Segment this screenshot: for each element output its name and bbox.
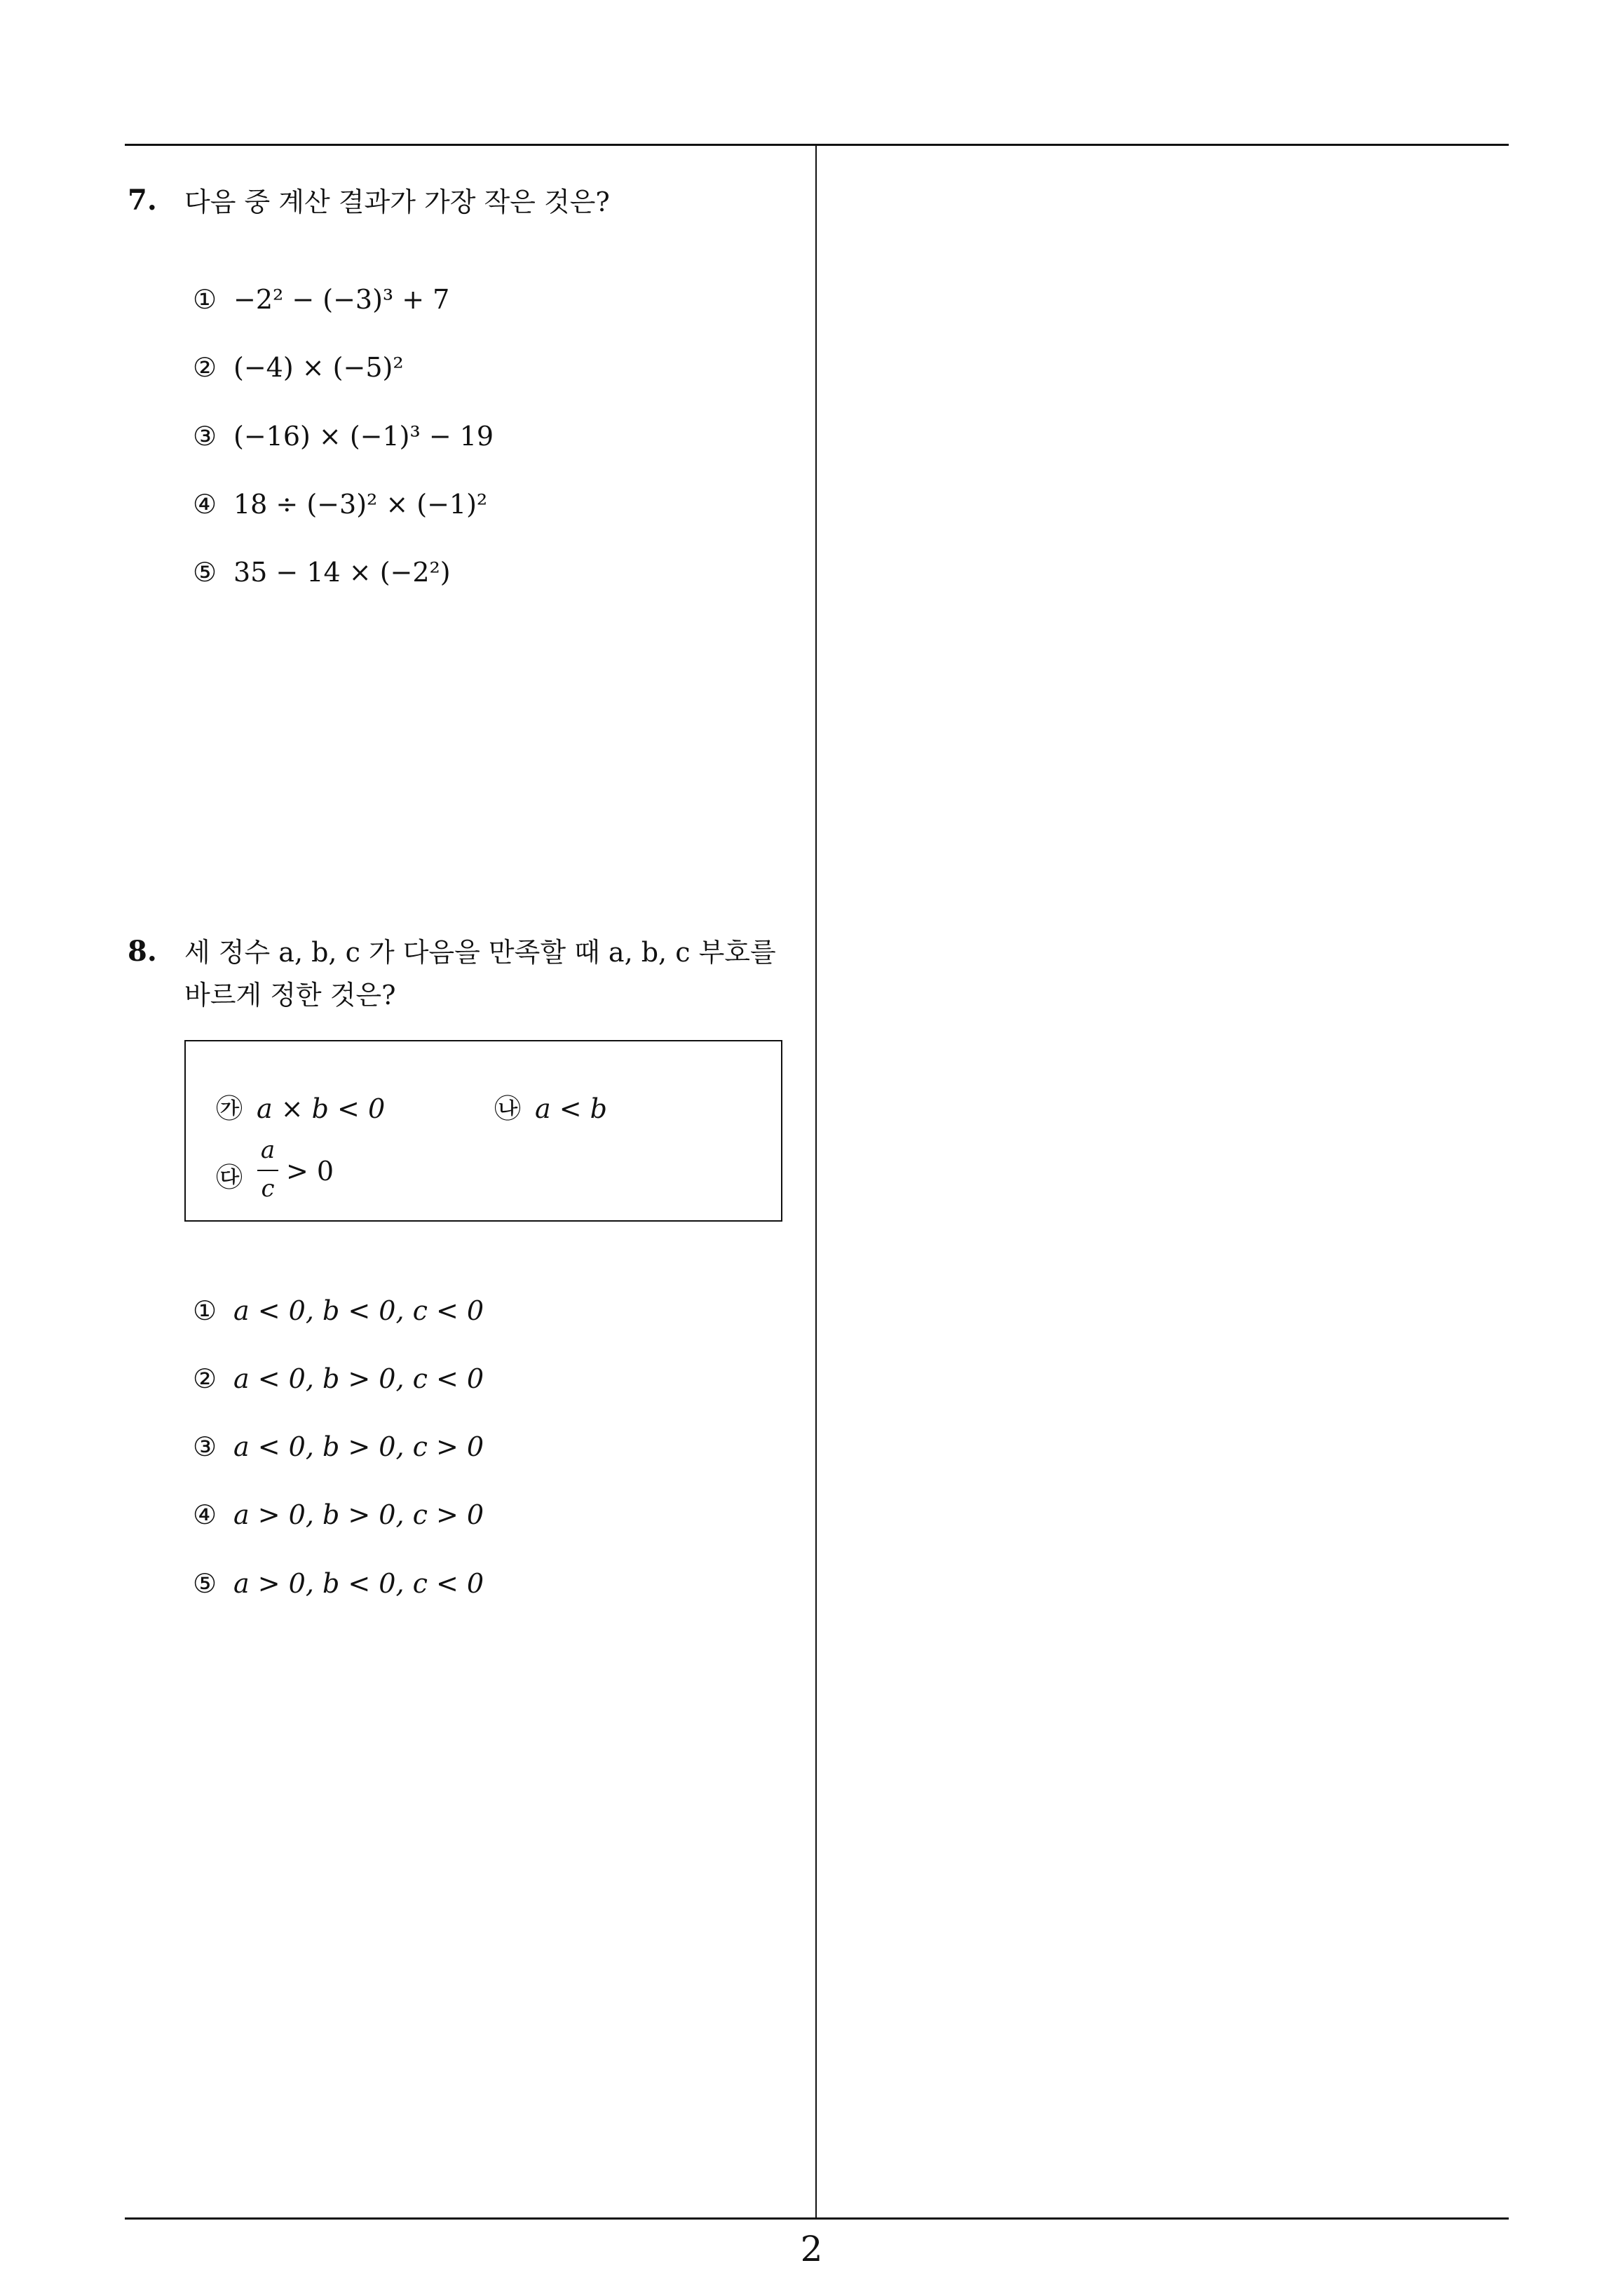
fraction-bar bbox=[257, 1170, 278, 1171]
condition-ga bbox=[216, 1087, 385, 1126]
page-number: 2 bbox=[800, 2229, 823, 2269]
condition-da bbox=[216, 1156, 257, 1194]
question-7-choice-2[interactable] bbox=[193, 352, 404, 383]
choice-expression: a < 0, b > 0, c > 0 bbox=[233, 1431, 484, 1462]
condition-mark: ㉯ bbox=[494, 1093, 522, 1124]
question-8-choice-2[interactable] bbox=[193, 1363, 484, 1394]
fraction-denominator: c bbox=[261, 1175, 275, 1203]
choice-expression: −2² − (−3)³ + 7 bbox=[233, 284, 450, 315]
choice-expression: a < 0, b > 0, c < 0 bbox=[233, 1363, 484, 1394]
choice-expression: 35 − 14 × (−2²) bbox=[233, 557, 451, 588]
bottom-rule bbox=[125, 2217, 1509, 2220]
condition-mark: ㉰ bbox=[216, 1162, 243, 1193]
condition-expression: a × b < 0 bbox=[257, 1093, 386, 1124]
choice-mark: ③ bbox=[193, 421, 217, 452]
choice-expression: 18 ÷ (−3)² × (−1)² bbox=[233, 489, 488, 520]
question-8-choice-4[interactable] bbox=[193, 1499, 484, 1530]
choice-mark: ⑤ bbox=[193, 1568, 217, 1599]
choice-mark: ① bbox=[193, 1295, 217, 1326]
question-8-text-line-1: 세 정수 a, b, c 가 다음을 만족할 때 a, b, c 부호를 bbox=[184, 937, 776, 968]
question-8-text-line-2: 바르게 정한 것은? bbox=[184, 980, 396, 1011]
question-8-number: 8. bbox=[128, 935, 157, 968]
question-8-choice-1[interactable] bbox=[193, 1295, 484, 1326]
choice-expression: a > 0, b < 0, c < 0 bbox=[233, 1568, 484, 1599]
top-rule bbox=[125, 144, 1509, 146]
question-7-text: 다음 중 계산 결과가 가장 작은 것은? bbox=[184, 187, 610, 217]
choice-expression: a > 0, b > 0, c > 0 bbox=[233, 1499, 484, 1530]
choice-mark: ⑤ bbox=[193, 557, 217, 588]
choice-mark: ④ bbox=[193, 1499, 217, 1530]
question-7-choice-4[interactable] bbox=[193, 489, 487, 520]
question-8-choice-3[interactable] bbox=[193, 1431, 484, 1462]
condition-mark: ㉮ bbox=[216, 1093, 243, 1124]
question-7-choice-3[interactable] bbox=[193, 421, 494, 452]
question-7-choice-5[interactable] bbox=[193, 557, 451, 588]
question-7-choice-1[interactable] bbox=[193, 284, 449, 315]
choice-expression: (−16) × (−1)³ − 19 bbox=[233, 421, 494, 452]
choice-mark: ③ bbox=[193, 1431, 217, 1462]
choice-mark: ② bbox=[193, 352, 217, 383]
column-divider bbox=[815, 144, 817, 2220]
question-7-number: 7. bbox=[128, 184, 157, 217]
question-8-choice-5[interactable] bbox=[193, 1568, 484, 1599]
choice-mark: ② bbox=[193, 1363, 217, 1394]
condition-expression: a < b bbox=[535, 1093, 607, 1124]
choice-expression: (−4) × (−5)² bbox=[233, 352, 404, 383]
choice-mark: ④ bbox=[193, 489, 217, 520]
condition-na bbox=[494, 1087, 607, 1126]
fraction-numerator: a bbox=[260, 1136, 276, 1164]
choice-expression: a < 0, b < 0, c < 0 bbox=[233, 1295, 484, 1326]
choice-mark: ① bbox=[193, 284, 217, 315]
condition-da-rest: > 0 bbox=[286, 1156, 334, 1187]
